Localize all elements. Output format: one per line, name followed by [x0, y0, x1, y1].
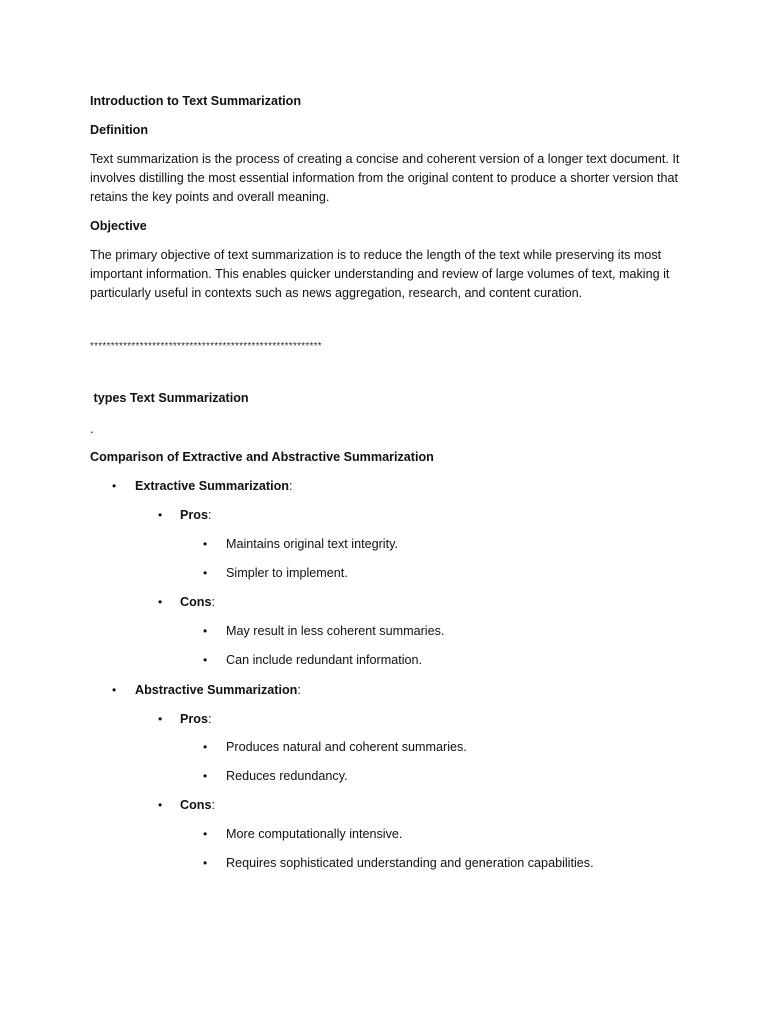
- colon: :: [211, 798, 215, 812]
- separator-line: ********************************************************: [90, 341, 322, 352]
- list-item: Simpler to implement.: [226, 566, 348, 580]
- bullet-icon: •: [158, 712, 163, 726]
- types-heading: types Text Summarization: [90, 391, 249, 405]
- list-item: May result in less coherent summaries.: [226, 624, 445, 638]
- extractive-label: Extractive Summarization: [135, 479, 289, 493]
- bullet-icon: •: [203, 653, 208, 667]
- list-item: Can include redundant information.: [226, 653, 423, 667]
- list-item: Produces natural and coherent summaries.: [226, 740, 467, 754]
- abstractive-item: [135, 681, 301, 700]
- bullet-icon: •: [203, 769, 208, 783]
- cons-label: Cons: [180, 798, 212, 812]
- colon: :: [211, 595, 215, 609]
- colon: :: [297, 683, 301, 697]
- extractive-pros-item: [180, 506, 212, 525]
- bullet-icon: •: [203, 566, 208, 580]
- abstractive-label: Abstractive Summarization: [135, 683, 298, 697]
- bullet-icon: •: [203, 740, 208, 754]
- colon: :: [288, 479, 293, 493]
- definition-heading: Definition: [90, 123, 149, 137]
- colon: :: [208, 508, 212, 522]
- pros-label: Pros: [180, 508, 208, 522]
- bullet-icon: •: [158, 798, 163, 812]
- bullet-icon: •: [203, 624, 208, 638]
- bullet-icon: •: [203, 537, 208, 551]
- extractive-item: [135, 477, 292, 496]
- list-item: Requires sophisticated understanding and generation capabilities.: [226, 856, 594, 870]
- definition-paragraph: Text summarization is the process of creating a concise and coherent version of a longer text document. It involves distilling the most essential information from the original content to produce a shorter version that retains the key points and overall meaning.: [90, 152, 680, 204]
- stray-dot: .: [90, 422, 94, 436]
- cons-label: Cons: [180, 595, 212, 609]
- comparison-heading: Comparison of Extractive and Abstractive Summarization: [90, 450, 434, 464]
- extractive-cons-item: [180, 593, 215, 612]
- bullet-icon: •: [158, 595, 163, 609]
- list-item: Reduces redundancy.: [226, 769, 348, 783]
- bullet-icon: •: [112, 479, 117, 493]
- abstractive-cons-item: [180, 796, 215, 815]
- objective-heading: Objective: [90, 219, 147, 233]
- bullet-icon: •: [112, 683, 117, 697]
- bullet-icon: •: [158, 508, 163, 522]
- pros-label: Pros: [180, 712, 208, 726]
- colon: :: [208, 712, 212, 726]
- list-item: More computationally intensive.: [226, 827, 403, 841]
- list-item: Maintains original text integrity.: [226, 537, 398, 551]
- abstractive-pros-item: [180, 710, 212, 729]
- document-title: Introduction to Text Summarization: [90, 94, 302, 108]
- bullet-icon: •: [203, 856, 208, 870]
- objective-paragraph: The primary objective of text summarization is to reduce the length of the text while preserving its most important information. This enables quicker understanding and review of large volumes of text, making it particularly useful in contexts such as news aggregation, research, and content curation.: [90, 248, 670, 300]
- bullet-icon: •: [203, 827, 208, 841]
